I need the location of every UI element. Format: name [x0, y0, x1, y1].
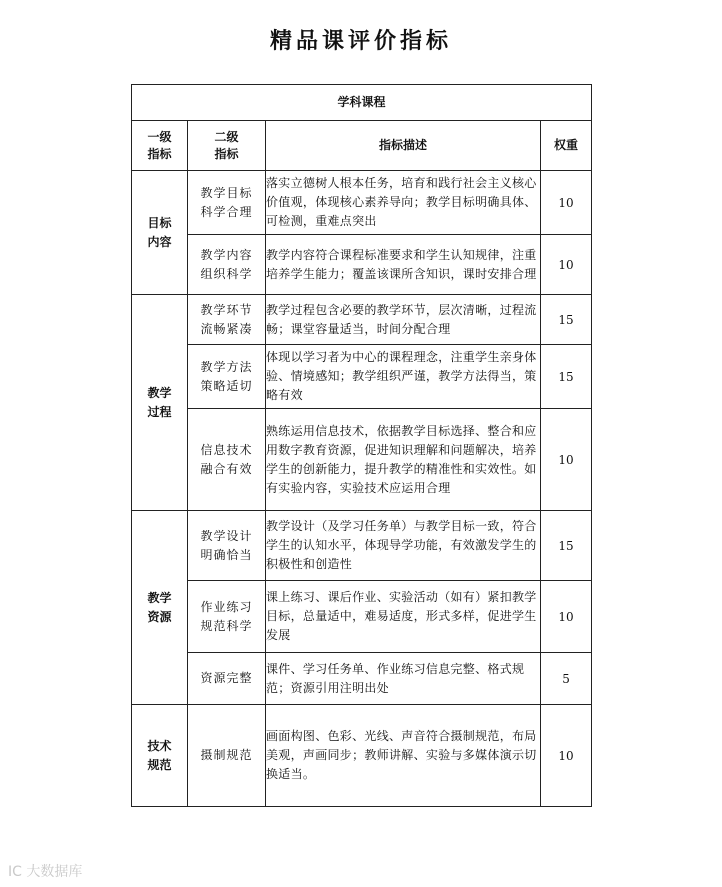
level1-cell: 目标 内容	[132, 171, 188, 295]
table-row	[132, 235, 592, 295]
level2-cell: 教学设计 明确恰当	[188, 511, 266, 581]
table-row	[132, 705, 592, 807]
weight-cell: 10	[541, 581, 592, 653]
weight-cell: 10	[541, 171, 592, 235]
weight-cell: 15	[541, 511, 592, 581]
description-cell: 画面构图、色彩、光线、声音符合摄制规范，布局美观，声画同步；教师讲解、实验与多媒体演示切换适当。	[266, 705, 541, 807]
weight-cell: 15	[541, 345, 592, 409]
watermark: IC 大数据库	[8, 864, 83, 880]
level2-cell: 信息技术 融合有效	[188, 409, 266, 511]
description-cell: 体现以学习者为中心的课程理念，注重学生亲身体验、情境感知；教学组织严谨，教学方法得当，策略有效	[266, 345, 541, 409]
header-level2: 二级 指标	[188, 121, 266, 171]
header-level1: 一级 指标	[132, 121, 188, 171]
description-cell: 课件、学习任务单、作业练习信息完整、格式规范；资源引用注明出处	[266, 653, 541, 705]
level2-cell: 资源完整	[188, 653, 266, 705]
table-caption: 学科课程	[132, 85, 592, 121]
description-cell: 教学内容符合课程标准要求和学生认知规律，注重培养学生能力；覆盖该课所含知识，课时安排合理	[266, 235, 541, 295]
description-cell: 教学过程包含必要的教学环节，层次清晰，过程流畅；课堂容量适当，时间分配合理	[266, 295, 541, 345]
weight-cell: 10	[541, 705, 592, 807]
table-row	[132, 511, 592, 581]
level1-cell: 教学 资源	[132, 511, 188, 705]
header-description: 指标描述	[266, 121, 541, 171]
table-row	[132, 345, 592, 409]
level2-cell: 教学内容 组织科学	[188, 235, 266, 295]
weight-cell: 10	[541, 409, 592, 511]
level1-cell: 教学 过程	[132, 295, 188, 511]
weight-cell: 10	[541, 235, 592, 295]
description-cell: 教学设计（及学习任务单）与教学目标一致，符合学生的认知水平，体现导学功能，有效激发学生的积极性和创造性	[266, 511, 541, 581]
weight-cell: 5	[541, 653, 592, 705]
page-title: 精品课评价指标	[269, 28, 452, 54]
table-row	[132, 581, 592, 653]
level2-cell: 教学目标 科学合理	[188, 171, 266, 235]
table-row	[132, 171, 592, 235]
description-cell: 落实立德树人根本任务，培育和践行社会主义核心价值观，体现核心素养导向；教学目标明确具体、可检测，重难点突出	[266, 171, 541, 235]
description-cell: 熟练运用信息技术，依据教学目标选择、整合和应用数字教育资源，促进知识理解和问题解决，培养学生的创新能力，提升教学的精准性和实效性。如有实验内容，实验技术应运用合理	[266, 409, 541, 511]
level1-cell: 技术 规范	[132, 705, 188, 807]
evaluation-table	[131, 84, 592, 807]
level2-cell: 摄制规范	[188, 705, 266, 807]
table-row	[132, 653, 592, 705]
header-weight: 权重	[541, 121, 592, 171]
table-row	[132, 295, 592, 345]
level2-cell: 教学环节 流畅紧凑	[188, 295, 266, 345]
level2-cell: 教学方法 策略适切	[188, 345, 266, 409]
weight-cell: 15	[541, 295, 592, 345]
level2-cell: 作业练习 规范科学	[188, 581, 266, 653]
table-row	[132, 409, 592, 511]
description-cell: 课上练习、课后作业、实验活动（如有）紧扣教学目标，总量适中，难易适度，形式多样，促进学生发展	[266, 581, 541, 653]
